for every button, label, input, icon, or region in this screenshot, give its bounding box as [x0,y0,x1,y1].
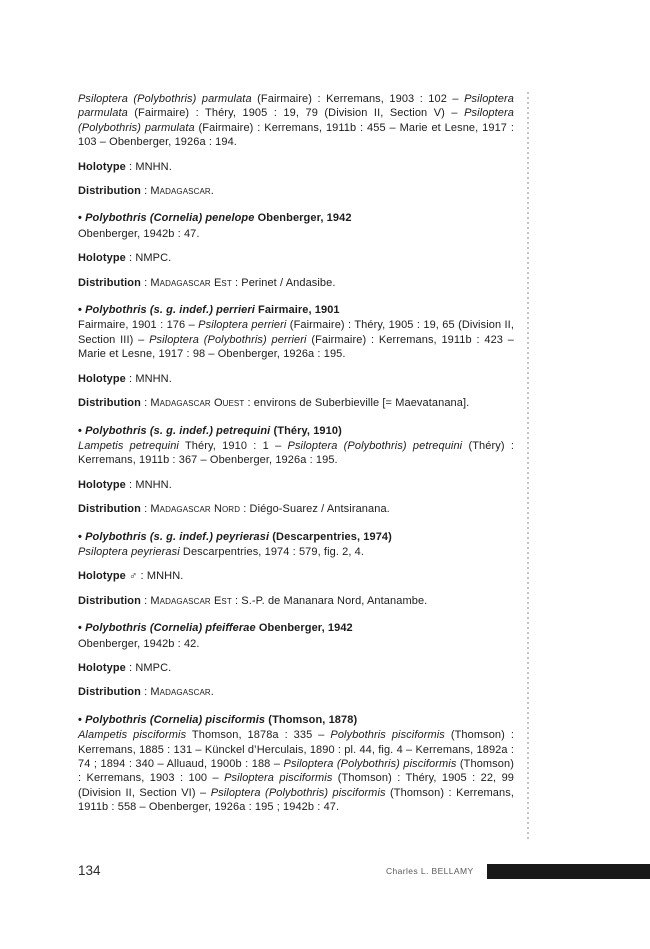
holotype-line: Holotype : MNHN. [78,478,172,491]
synonymy-paragraph: Fairmaire, 1901 : 176 – Psiloptera perrieri (Fairmaire) : Théry, 1905 : 19, 65 (Division II, Section III) – Psiloptera (Polybothris) perrieri (Fairmaire) : Kerremans, 1911b : 423 – Marie et Lesne, 1917 : 98 – Obenberger, 1926a : 195. [78,319,514,361]
species-heading: • Polybothris (Cornelia) pisciformis (Thomson, 1878) [78,713,358,726]
species-heading: • Polybothris (s. g. indef.) peyrierasi (Descarpentries, 1974) [78,530,392,543]
species-heading: • Polybothris (s. g. indef.) perrieri Fairmaire, 1901 [78,304,340,317]
synonymy-paragraph: Obenberger, 1942b : 47. [78,227,200,240]
page-number: 134 [78,863,101,878]
species-entry [78,424,514,517]
synonymy-paragraph: Psiloptera (Polybothris) parmulata (Fairmaire) : Kerremans, 1903 : 102 – Psiloptera parmulata (Fairmaire) : Théry, 1905 : 19, 79 (Division II, Section V) – Psiloptera (Polybothris) parmulata (Fairmaire) : Kerremans, 1911b : 455 – Marie et Lesne, 1917 : 103 – Obenberger, 1926a : 194. [78,93,515,149]
species-heading: • Polybothris (s. g. indef.) petrequini (Théry, 1910) [78,424,342,437]
holotype-line: Holotype : NMPC. [78,661,172,674]
distribution-line: Distribution : Madagascar. [78,185,214,198]
catalog-entries [78,92,514,815]
species-heading: • Polybothris (Cornelia) penelope Obenberger, 1942 [78,212,352,225]
species-heading: • Polybothris (Cornelia) pfeifferae Obenberger, 1942 [78,622,353,635]
species-entry [78,211,514,290]
holotype-line: Holotype ♂ : MNHN. [78,570,184,583]
footer-bar [487,864,650,879]
species-entry [78,92,514,198]
synonymy-paragraph: Lampetis petrequini Théry, 1910 : 1 – Psiloptera (Polybothris) petrequini (Théry) : Kerremans, 1911b : 367 – Obenberger, 1926a : 195. [78,439,514,467]
holotype-line: Holotype : MNHN. [78,372,172,385]
distribution-line: Distribution : Madagascar Ouest : environs de Suberbieville [= Maevatanana]. [78,397,470,410]
distribution-line: Distribution : Madagascar Nord : Diégo-Suarez / Antsiranana. [78,503,390,516]
holotype-line: Holotype : MNHN. [78,160,172,173]
synonymy-paragraph: Alampetis pisciformis Thomson, 1878a : 335 – Polybothris pisciformis (Thomson) : Kerremans, 1885 : 131 – Künckel d’Herculais, 1890 : pl. 44, fig. 4 – Kerremans, 1892a : 74 ; 1894 : 340 – Alluaud, 1900b : 188 – Psiloptera (Polybothris) pisciformis (Thomson) : Kerremans, 1903 : 100 – Psiloptera pisciformis (Thomson) : Théry, 1905 : 22, 99 (Division II, Section VI) – Psiloptera (Polybothris) pisciformis (Thomson) : Kerremans, 1911b : 558 – Obenberger, 1926a : 195 ; 1942b : 47. [78,729,515,814]
species-entry [78,621,514,700]
running-author: Charles L. BELLAMY [386,866,474,876]
species-entry [78,303,514,410]
holotype-line: Holotype : NMPC. [78,252,172,265]
species-entry [78,713,514,815]
species-entry [78,530,514,609]
synonymy-paragraph: Obenberger, 1942b : 42. [78,637,200,650]
distribution-line: Distribution : Madagascar Est : S.-P. de Mananara Nord, Antanambe. [78,594,428,607]
distribution-line: Distribution : Madagascar. [78,686,214,699]
distribution-line: Distribution : Madagascar Est : Perinet / Andasibe. [78,276,336,289]
column-divider-dotted-line [527,92,529,839]
synonymy-paragraph: Psiloptera peyrierasi Descarpentries, 1974 : 579, fig. 2, 4. [78,545,365,558]
